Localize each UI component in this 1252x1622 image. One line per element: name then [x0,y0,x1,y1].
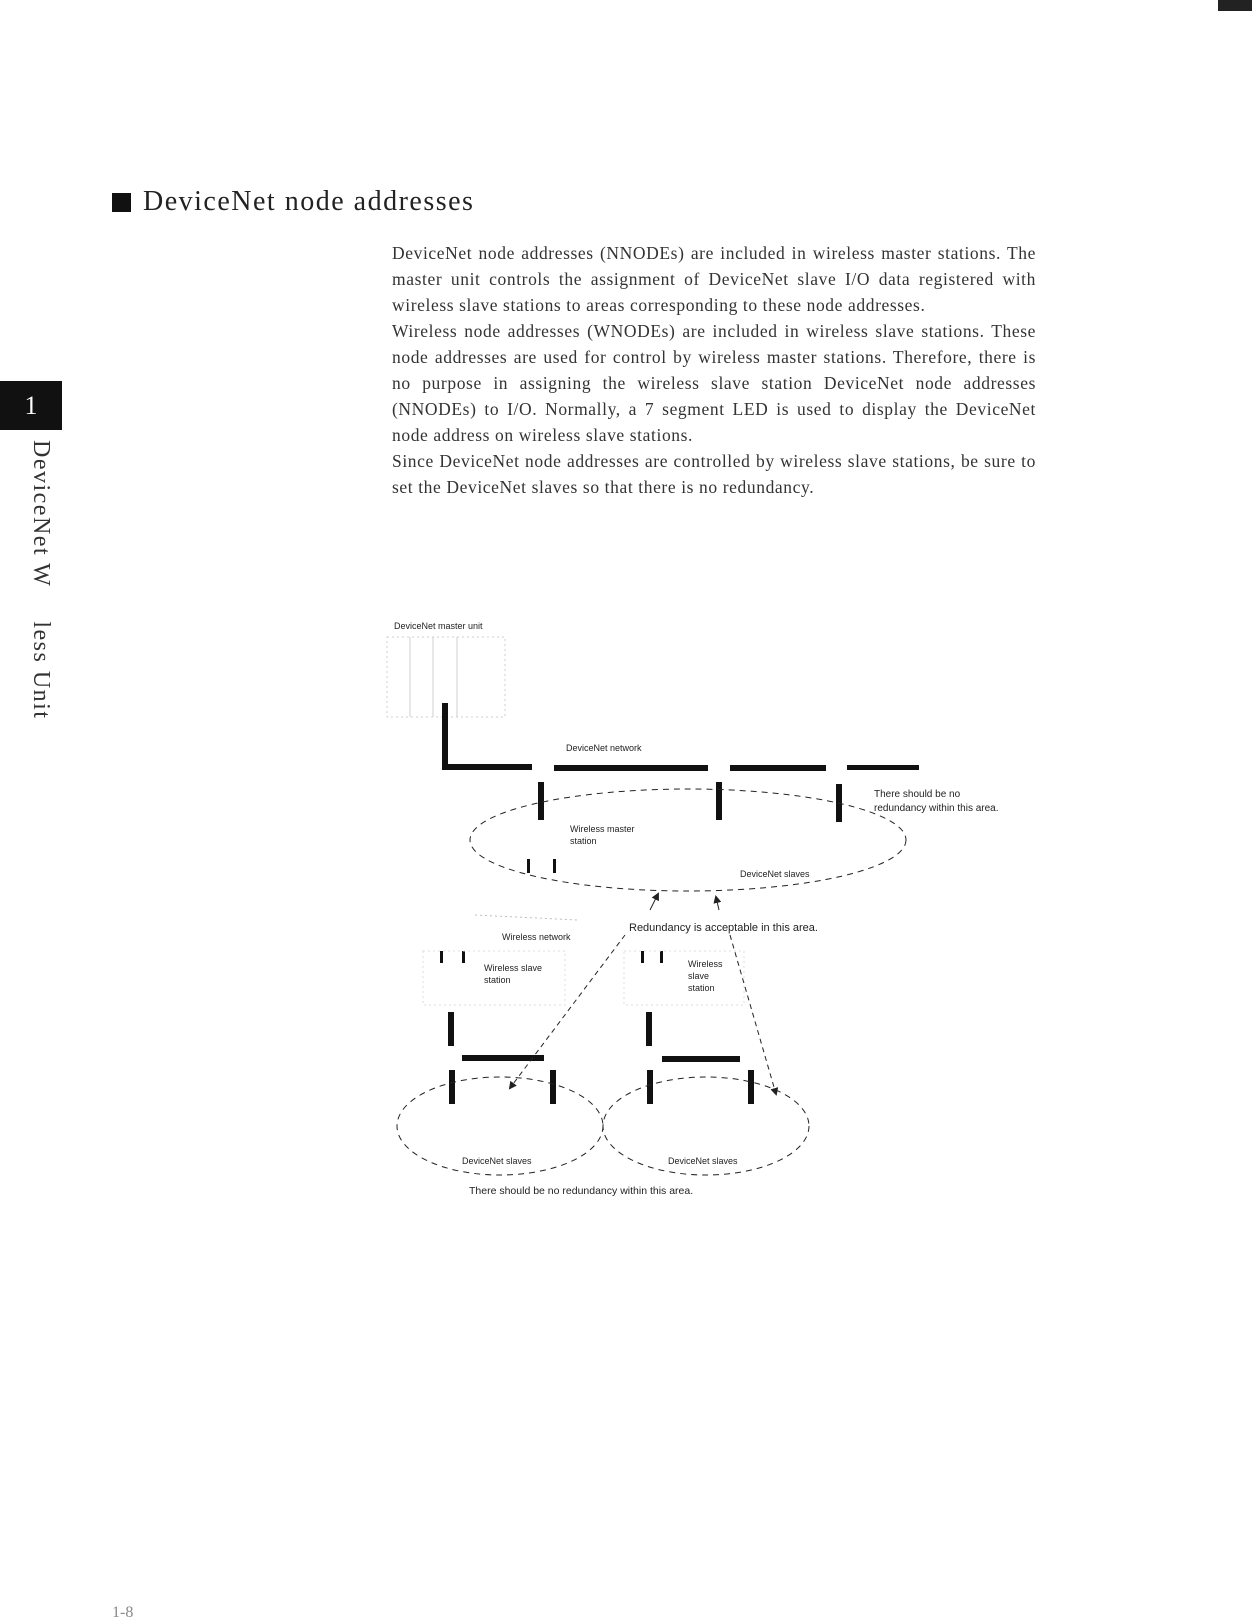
arrow-to-lower-left [510,935,625,1088]
right-slave-station-label-line2: slave [688,971,710,981]
master-station-label-line1: Wireless master [570,824,635,834]
left-slave-station-label-line1: Wireless slave [484,963,543,973]
paragraph-wnodes: Wireless node addresses (WNODEs) are included in wireless slave stations. These node addresses are used for control by wireless master stations. Therefore, there is no purpose in assigning the wireless slave station DeviceNet node addresses (NNODEs) to I/O. Normally, a 7 segment LED is used to display the DeviceNet node address on wireless slave stations. [392,321,1036,445]
right-slave-station-label-line1: Wireless [688,959,723,969]
chapter-number: 1 [24,390,38,420]
right-slave-station [624,951,744,1046]
no-redundancy-label-line2: redundancy within this area. [874,803,999,814]
master-station-contacts [527,859,556,873]
left-slave-station-label-line2: station [484,975,511,985]
right-lower-bus [647,1056,754,1104]
devicenet-trunk-line [554,765,919,771]
master-station-label-line2: station [570,836,597,846]
drop-lines [538,782,842,822]
paragraph-nnodes: DeviceNet node addresses (NNODEs) are included in wireless master stations. The master unit controls the assignment of DeviceNet slave I/O data registered with wireless slave stations to areas corresponding to these node addresses. [392,243,1036,315]
arrow-to-upper-left [650,894,658,910]
network-label: DeviceNet network [566,743,642,753]
upper-devicenet-slaves-label: DeviceNet slaves [740,869,810,879]
master-unit-label: DeviceNet master unit [394,621,483,631]
wireless-link [475,915,577,920]
bottom-caption: There should be no redundancy within this area. [469,1185,694,1197]
page-number: 1-8 [112,1604,134,1621]
chapter-title-part2: less Unit [28,621,54,720]
paragraph-redundancy: Since DeviceNet node addresses are controlled by wireless slave stations, be sure to set the DeviceNet slaves so that there is no redundancy. [392,451,1036,497]
left-devicenet-slaves-label: DeviceNet slaves [462,1156,532,1166]
chapter-title-part1: DeviceNet W [28,440,54,588]
no-redundancy-label-line1: There should be no [874,789,961,800]
master-connector [442,703,532,770]
redundancy-acceptable-label: Redundancy is acceptable in this area. [629,922,818,934]
arrow-to-upper-right [716,897,719,910]
heading-text: DeviceNet node addresses [143,186,475,217]
right-devicenet-slaves-label: DeviceNet slaves [668,1156,738,1166]
wireless-network-label: Wireless network [502,932,571,942]
right-slave-station-label-line3: station [688,983,715,993]
